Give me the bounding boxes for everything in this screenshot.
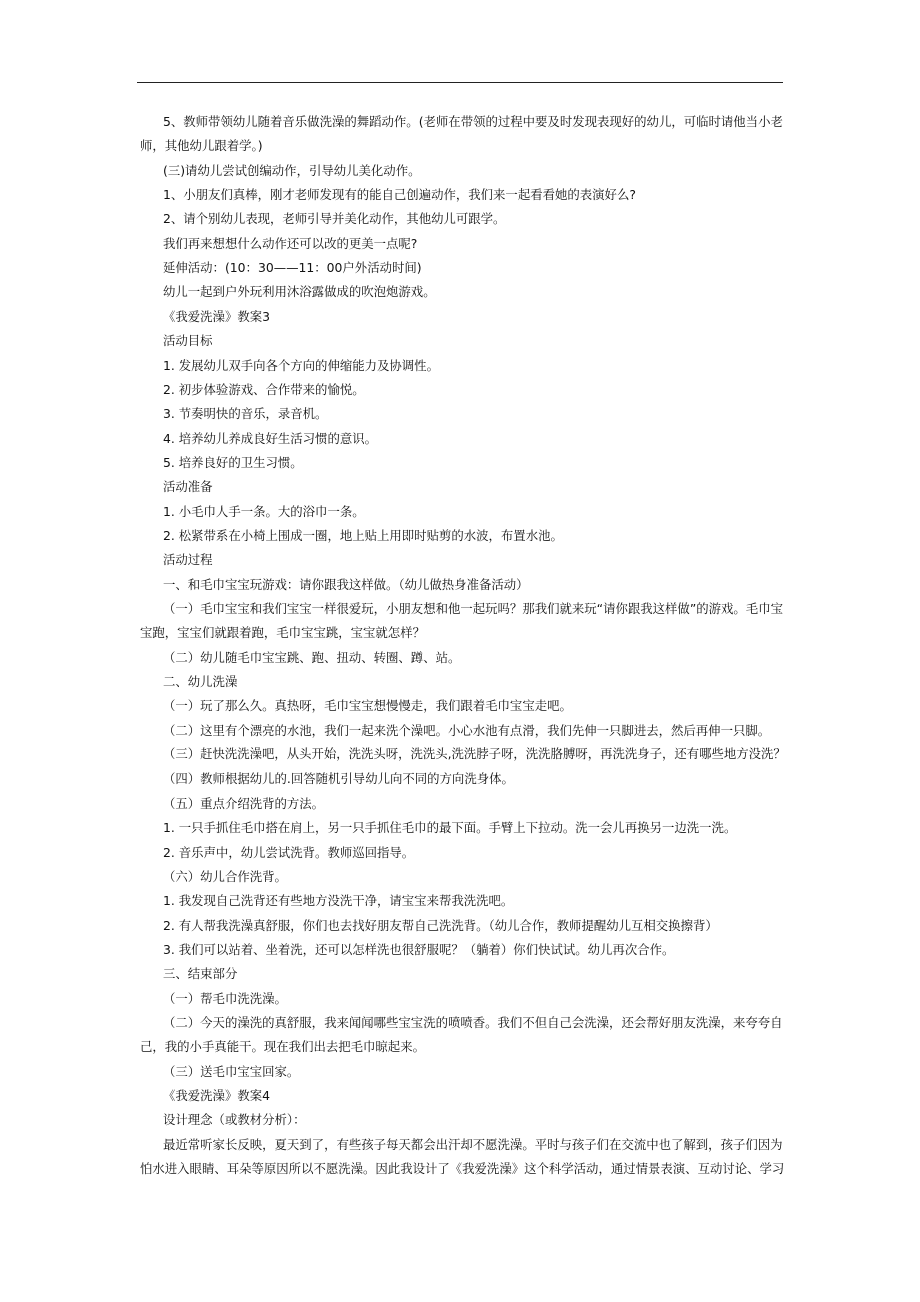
text-line: 2、请个别幼儿表现，老师引导并美化动作，其他幼儿可跟学。	[163, 211, 506, 227]
text-line: （二）今天的澡洗的真舒服，我来闻闻哪些宝宝洗的喷喷香。我们不但自己会洗澡，还会帮好朋友洗澡，来夸夸自	[163, 1014, 783, 1030]
text-line: 幼儿一起到户外玩利用沐浴露做成的吹泡炮游戏。	[163, 284, 436, 300]
text-line: （一）玩了那么久。真热呀，毛巾宝宝想慢慢走，我们跟着毛巾宝宝走吧。	[163, 698, 572, 714]
text-line: （三）赶快洗洗澡吧，从头开始，洗洗头呀，洗洗头,洗洗脖子呀，洗洗胳膊呀，再洗洗身子，还有哪些地方没洗？	[163, 747, 786, 762]
text-line: 师，其他幼儿跟着学。)	[140, 138, 263, 154]
text-line: 3. 节奏明快的音乐，录音机。	[163, 406, 328, 422]
text-line: 最近常听家长反映，夏天到了，有些孩子每天都会出汗却不愿洗澡。平时与孩子们在交流中也了解到，孩子们因为	[163, 1136, 783, 1152]
text-line: （一）毛巾宝宝和我们宝宝一样很爱玩，小朋友想和他一起玩吗？那我们就来玩“请你跟我这样做”的游戏。毛巾宝	[163, 601, 783, 616]
text-line: 三、结束部分	[163, 966, 238, 982]
text-line: 《我爱洗澡》教案3	[163, 308, 271, 324]
text-line: 1. 发展幼儿双手向各个方向的伸缩能力及协调性。	[163, 357, 439, 373]
text-line: （一）帮毛巾洗洗澡。	[163, 990, 287, 1006]
text-line: 2. 音乐声中，幼儿尝试洗背。教师巡回指导。	[163, 844, 415, 860]
text-line: (三)请幼儿尝试创编动作，引导幼儿美化动作。	[163, 162, 421, 178]
text-line: 4. 培养幼儿养成良好生活习惯的意识。	[163, 430, 378, 446]
text-line: 己，我的小手真能干。现在我们出去把毛巾晾起来。	[140, 1039, 425, 1055]
text-line: 2. 松紧带系在小椅上围成一圈，地上贴上用即时贴剪的水波，布置水池。	[163, 527, 563, 543]
text-line: 二、幼儿洗澡	[163, 674, 238, 690]
text-line: （五）重点介绍洗背的方法。	[163, 795, 325, 811]
text-line: 1. 一只手抓住毛巾搭在肩上，另一只手抓住毛巾的最下面。手臂上下拉动。洗一会儿再换另一边洗一洗。	[163, 820, 737, 836]
text-line: （二）幼儿随毛巾宝宝跳、跑、扭动、转圈、蹲、站。	[163, 649, 461, 665]
header-rule	[137, 82, 783, 83]
text-line: 宝跑，宝宝们就跟着跑，毛巾宝宝跳，宝宝就怎样？	[140, 625, 425, 641]
text-line: （二）这里有个漂亮的水池，我们一起来洗个澡吧。小心水池有点滑，我们先伸一只脚进去，然后再伸一只脚。	[163, 722, 771, 738]
text-line: （三）送毛巾宝宝回家。	[163, 1063, 300, 1079]
text-line: 设计理念（或教材分析）：	[163, 1112, 306, 1128]
text-line: 活动过程	[163, 552, 213, 568]
text-line: 活动目标	[163, 333, 213, 349]
text-line: 延伸活动：(10：30——11：00户外活动时间)	[163, 260, 422, 276]
text-line: 《我爱洗澡》教案4	[163, 1088, 271, 1103]
text-line: 3. 我们可以站着、坐着洗，还可以怎样洗也很舒服呢？（躺着）你们快试试。幼儿再次合作。	[163, 941, 675, 957]
text-line: 怕水进入眼睛、耳朵等原因所以不愿洗澡。因此我设计了《我爱洗澡》这个科学活动，通过情景表演、互动讨论、学习	[140, 1161, 785, 1177]
text-line: 我们再来想想什么动作还可以改的更美一点呢?	[163, 235, 418, 251]
text-line: 活动准备	[163, 479, 213, 495]
text-line: 5、教师带领幼儿随着音乐做洗澡的舞蹈动作。(老师在带领的过程中要及时发现表现好的幼儿，可临时请他当小老	[163, 114, 783, 129]
text-line: 1、小朋友们真棒，刚才老师发现有的能自己创遍动作，我们来一起看看她的表演好么?	[163, 187, 636, 203]
text-line: （六）幼儿合作洗背。	[163, 868, 287, 884]
text-line: 1. 我发现自己洗背还有些地方没洗干净，请宝宝来帮我洗洗吧。	[163, 893, 514, 909]
text-line: 2. 初步体验游戏、合作带来的愉悦。	[163, 381, 365, 397]
text-line: 一、和毛巾宝宝玩游戏：请你跟我这样做。（幼儿做热身准备活动）	[163, 576, 529, 592]
text-line: （四）教师根据幼儿的.回答随机引导幼儿向不同的方向洗身体。	[163, 771, 514, 787]
text-line: 2. 有人帮我洗澡真舒服，你们也去找好朋友帮自己洗洗背。（幼儿合作，教师提醒幼儿互相交换擦背）	[163, 917, 718, 933]
text-line: 1. 小毛巾人手一条。大的浴巾一条。	[163, 503, 365, 519]
text-line: 5. 培养良好的卫生习惯。	[163, 454, 303, 470]
